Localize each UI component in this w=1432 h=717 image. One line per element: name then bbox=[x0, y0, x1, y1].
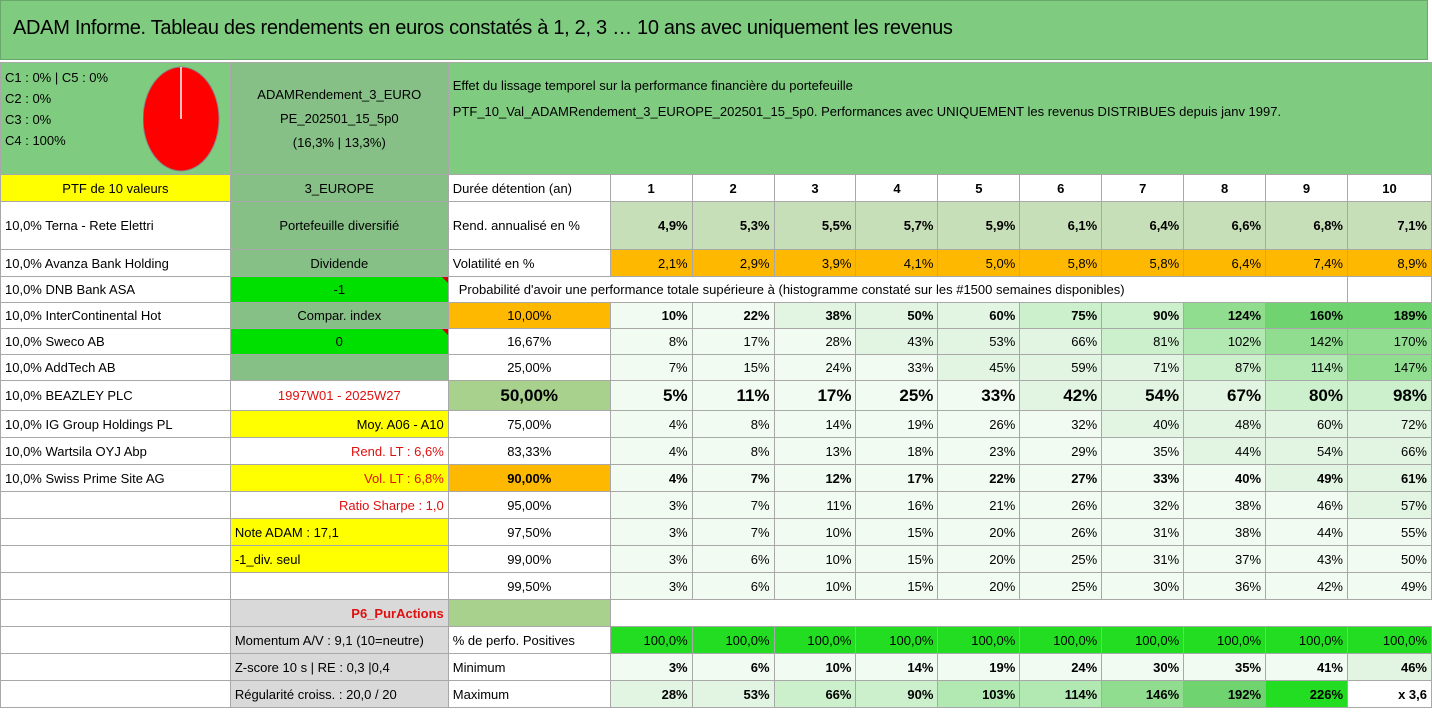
p6-label: P6_PurActions bbox=[230, 600, 448, 627]
min-label: Minimum bbox=[448, 654, 610, 681]
probability-value: 32% bbox=[1020, 411, 1102, 438]
empty-cell bbox=[1, 492, 231, 519]
max-value: 53% bbox=[692, 681, 774, 708]
duration-label: Durée détention (an) bbox=[448, 175, 610, 202]
vol-value: 5,8% bbox=[1020, 250, 1102, 277]
min-value: 19% bbox=[938, 654, 1020, 681]
div-only-label: -1_div. seul bbox=[230, 546, 448, 573]
probability-value: 4% bbox=[610, 438, 692, 465]
period-label: 1997W01 - 2025W27 bbox=[230, 381, 448, 411]
vol-value: 5,0% bbox=[938, 250, 1020, 277]
rend-value: 5,9% bbox=[938, 202, 1020, 250]
probability-value: 36% bbox=[1184, 573, 1266, 600]
effect-description: PTF_10_Val_ADAMRendement_3_EUROPE_202501_15_5p0. Performances avec UNIQUEMENT les revenus DISTRIBUES depuis janv 1997. bbox=[452, 104, 1282, 119]
rend-value: 6,8% bbox=[1266, 202, 1348, 250]
probability-value: 6% bbox=[692, 546, 774, 573]
composition-cell bbox=[1, 63, 231, 175]
max-value: 28% bbox=[610, 681, 692, 708]
probability-value: 170% bbox=[1348, 329, 1432, 355]
probability-value: 27% bbox=[1020, 465, 1102, 492]
probability-value: 10% bbox=[774, 573, 856, 600]
probability-value: 42% bbox=[1020, 381, 1102, 411]
pos-value: 100,0% bbox=[692, 627, 774, 654]
probability-value: 15% bbox=[692, 355, 774, 381]
composition-line: C3 : 0% bbox=[5, 112, 52, 127]
probability-value: 54% bbox=[1266, 438, 1348, 465]
pos-label: % de perfo. Positives bbox=[448, 627, 610, 654]
composition-line: C4 : 100% bbox=[5, 133, 66, 148]
probability-value: 3% bbox=[610, 573, 692, 600]
probability-value: 37% bbox=[1184, 546, 1266, 573]
probability-value: 147% bbox=[1348, 355, 1432, 381]
rend-value: 6,1% bbox=[1020, 202, 1102, 250]
probability-value: 40% bbox=[1184, 465, 1266, 492]
max-label: Maximum bbox=[448, 681, 610, 708]
probability-value: 26% bbox=[1020, 519, 1102, 546]
max-value: 103% bbox=[938, 681, 1020, 708]
probability-value: 6% bbox=[692, 573, 774, 600]
regularite-label: Régularité croiss. : 20,0 / 20 bbox=[230, 681, 448, 708]
vol-value: 2,9% bbox=[692, 250, 774, 277]
year-header: 6 bbox=[1020, 175, 1102, 202]
probability-threshold: 75,00% bbox=[448, 411, 610, 438]
probability-value: 114% bbox=[1266, 355, 1348, 381]
probability-value: 7% bbox=[692, 465, 774, 492]
probability-value: 55% bbox=[1348, 519, 1432, 546]
holding-row: 10,0% Terna - Rete Elettri bbox=[1, 202, 231, 250]
probability-value: 102% bbox=[1184, 329, 1266, 355]
probability-value: 13% bbox=[774, 438, 856, 465]
empty-cell bbox=[448, 600, 610, 627]
probability-value: 11% bbox=[774, 492, 856, 519]
probability-value: 29% bbox=[1020, 438, 1102, 465]
probability-threshold: 16,67% bbox=[448, 329, 610, 355]
year-header: 1 bbox=[610, 175, 692, 202]
vol-lt-label: Vol. LT : 6,8% bbox=[230, 465, 448, 492]
probability-value: 17% bbox=[692, 329, 774, 355]
empty-cell bbox=[1, 627, 231, 654]
min-value: 30% bbox=[1102, 654, 1184, 681]
probability-value: 3% bbox=[610, 519, 692, 546]
effect-title: Effet du lissage temporel sur la performance financière du portefeuille bbox=[452, 78, 853, 93]
region-label: 3_EUROPE bbox=[230, 175, 448, 202]
probability-value: 38% bbox=[774, 303, 856, 329]
moy-label: Moy. A06 - A10 bbox=[230, 411, 448, 438]
probability-value: 14% bbox=[774, 411, 856, 438]
portfolio-name-cell bbox=[230, 63, 448, 175]
probability-value: 15% bbox=[856, 546, 938, 573]
empty-cell bbox=[1, 546, 231, 573]
holding-row: 10,0% BEAZLEY PLC bbox=[1, 381, 231, 411]
probability-value: 142% bbox=[1266, 329, 1348, 355]
probability-value: 15% bbox=[856, 573, 938, 600]
rend-value: 6,6% bbox=[1184, 202, 1266, 250]
min-value: 24% bbox=[1020, 654, 1102, 681]
probability-value: 31% bbox=[1102, 519, 1184, 546]
holding-row: 10,0% IG Group Holdings PL bbox=[1, 411, 231, 438]
empty-cell bbox=[1, 681, 231, 708]
probability-value: 8% bbox=[692, 411, 774, 438]
holding-row: 10,0% DNB Bank ASA bbox=[1, 277, 231, 303]
compar-index-label: Compar. index bbox=[230, 303, 448, 329]
probability-value: 33% bbox=[1102, 465, 1184, 492]
probability-threshold: 90,00% bbox=[448, 465, 610, 492]
vol-label: Volatilité en % bbox=[448, 250, 610, 277]
rend-value: 5,3% bbox=[692, 202, 774, 250]
max-value: 146% bbox=[1102, 681, 1184, 708]
probability-threshold: 99,50% bbox=[448, 573, 610, 600]
pos-value: 100,0% bbox=[1184, 627, 1266, 654]
holding-row: 10,0% Avanza Bank Holding bbox=[1, 250, 231, 277]
probability-value: 54% bbox=[1102, 381, 1184, 411]
vol-value: 3,9% bbox=[774, 250, 856, 277]
probability-value: 67% bbox=[1184, 381, 1266, 411]
min-value: 35% bbox=[1184, 654, 1266, 681]
probability-value: 7% bbox=[610, 355, 692, 381]
probability-threshold: 99,00% bbox=[448, 546, 610, 573]
probability-value: 32% bbox=[1102, 492, 1184, 519]
max-value: 90% bbox=[856, 681, 938, 708]
probability-threshold: 83,33% bbox=[448, 438, 610, 465]
probability-value: 7% bbox=[692, 519, 774, 546]
probability-value: 59% bbox=[1020, 355, 1102, 381]
portfolio-name-line: ADAMRendement_3_EURO bbox=[257, 86, 422, 102]
composition-pie-chart bbox=[143, 65, 223, 173]
probability-value: 90% bbox=[1102, 303, 1184, 329]
probability-value: 24% bbox=[774, 355, 856, 381]
empty-cell bbox=[1, 573, 231, 600]
probability-threshold: 25,00% bbox=[448, 355, 610, 381]
report-title: ADAM Informe. Tableau des rendements en euros constatés à 1, 2, 3 … 10 ans avec uniquement les revenus bbox=[13, 17, 953, 39]
probability-value: 31% bbox=[1102, 546, 1184, 573]
probability-value: 19% bbox=[856, 411, 938, 438]
probability-value: 53% bbox=[938, 329, 1020, 355]
probability-value: 81% bbox=[1102, 329, 1184, 355]
probability-value: 66% bbox=[1020, 329, 1102, 355]
pos-value: 100,0% bbox=[1266, 627, 1348, 654]
probability-value: 38% bbox=[1184, 492, 1266, 519]
empty-cell bbox=[1, 600, 231, 627]
year-header: 9 bbox=[1266, 175, 1348, 202]
diversified-label: Portefeuille diversifié bbox=[230, 202, 448, 250]
title-bar bbox=[0, 0, 1428, 60]
probability-value: 160% bbox=[1266, 303, 1348, 329]
probability-value: 20% bbox=[938, 546, 1020, 573]
ptf-label: PTF de 10 valeurs bbox=[1, 175, 231, 202]
zscore-label: Z-score 10 s | RE : 0,3 |0,4 bbox=[230, 654, 448, 681]
pos-value: 100,0% bbox=[1102, 627, 1184, 654]
returns-table bbox=[0, 62, 1432, 708]
vol-value: 7,4% bbox=[1266, 250, 1348, 277]
probability-value: 57% bbox=[1348, 492, 1432, 519]
holding-row: 10,0% Sweco AB bbox=[1, 329, 231, 355]
probability-value: 50% bbox=[856, 303, 938, 329]
probability-value: 30% bbox=[1102, 573, 1184, 600]
probability-value: 98% bbox=[1348, 381, 1432, 411]
max-value: 192% bbox=[1184, 681, 1266, 708]
probability-value: 33% bbox=[856, 355, 938, 381]
vol-value: 6,4% bbox=[1184, 250, 1266, 277]
probability-value: 44% bbox=[1184, 438, 1266, 465]
vol-value: 8,9% bbox=[1348, 250, 1432, 277]
year-header: 2 bbox=[692, 175, 774, 202]
year-header: 8 bbox=[1184, 175, 1266, 202]
pos-value: 100,0% bbox=[856, 627, 938, 654]
probability-value: 50% bbox=[1348, 546, 1432, 573]
empty-cell bbox=[230, 573, 448, 600]
effect-description-cell bbox=[448, 63, 1431, 175]
empty-cell bbox=[1348, 277, 1432, 303]
probability-value: 15% bbox=[856, 519, 938, 546]
probability-value: 60% bbox=[1266, 411, 1348, 438]
probability-value: 28% bbox=[774, 329, 856, 355]
probability-value: 11% bbox=[692, 381, 774, 411]
probability-value: 26% bbox=[938, 411, 1020, 438]
probability-value: 17% bbox=[856, 465, 938, 492]
probability-value: 61% bbox=[1348, 465, 1432, 492]
compar-index-value[interactable]: 0 bbox=[230, 329, 448, 355]
probability-value: 12% bbox=[774, 465, 856, 492]
probability-value: 21% bbox=[938, 492, 1020, 519]
year-header: 3 bbox=[774, 175, 856, 202]
probability-value: 75% bbox=[1020, 303, 1102, 329]
year-header: 5 bbox=[938, 175, 1020, 202]
rend-value: 6,4% bbox=[1102, 202, 1184, 250]
probability-value: 42% bbox=[1266, 573, 1348, 600]
rend-lt-label: Rend. LT : 6,6% bbox=[230, 438, 448, 465]
pos-value: 100,0% bbox=[1020, 627, 1102, 654]
probability-value: 10% bbox=[610, 303, 692, 329]
probability-value: 80% bbox=[1266, 381, 1348, 411]
probability-value: 35% bbox=[1102, 438, 1184, 465]
probability-value: 72% bbox=[1348, 411, 1432, 438]
empty-cell bbox=[610, 600, 1431, 627]
portfolio-name-line: (16,3% | 13,3%) bbox=[292, 134, 386, 150]
probability-threshold: 95,00% bbox=[448, 492, 610, 519]
probability-value: 23% bbox=[938, 438, 1020, 465]
vol-value: 2,1% bbox=[610, 250, 692, 277]
pos-value: 100,0% bbox=[1348, 627, 1432, 654]
probability-value: 8% bbox=[692, 438, 774, 465]
probability-value: 25% bbox=[856, 381, 938, 411]
composition-line: C1 : 0% | C5 : 0% bbox=[5, 70, 109, 85]
vol-value: 4,1% bbox=[856, 250, 938, 277]
probability-value: 4% bbox=[610, 411, 692, 438]
portfolio-name-line: PE_202501_15_5p0 bbox=[280, 110, 399, 126]
min-value: 14% bbox=[856, 654, 938, 681]
composition-line: C2 : 0% bbox=[5, 91, 52, 106]
note-adam-label: Note ADAM : 17,1 bbox=[230, 519, 448, 546]
max-value: 114% bbox=[1020, 681, 1102, 708]
max-value: 66% bbox=[774, 681, 856, 708]
rend-value: 5,5% bbox=[774, 202, 856, 250]
sharpe-label: Ratio Sharpe : 1,0 bbox=[230, 492, 448, 519]
rend-value: 7,1% bbox=[1348, 202, 1432, 250]
probability-value: 43% bbox=[1266, 546, 1348, 573]
empty-cell bbox=[1, 654, 231, 681]
vol-value: 5,8% bbox=[1102, 250, 1184, 277]
pos-value: 100,0% bbox=[774, 627, 856, 654]
probability-value: 87% bbox=[1184, 355, 1266, 381]
probability-value: 7% bbox=[692, 492, 774, 519]
probability-value: 5% bbox=[610, 381, 692, 411]
rend-value: 4,9% bbox=[610, 202, 692, 250]
min-value: 46% bbox=[1348, 654, 1432, 681]
probability-value: 8% bbox=[610, 329, 692, 355]
probability-value: 38% bbox=[1184, 519, 1266, 546]
dividend-value[interactable]: -1 bbox=[230, 277, 448, 303]
holding-row: 10,0% AddTech AB bbox=[1, 355, 231, 381]
probability-value: 16% bbox=[856, 492, 938, 519]
probability-value: 4% bbox=[610, 465, 692, 492]
year-header: 10 bbox=[1348, 175, 1432, 202]
probability-value: 26% bbox=[1020, 492, 1102, 519]
probability-value: 189% bbox=[1348, 303, 1432, 329]
probability-value: 10% bbox=[774, 546, 856, 573]
pos-value: 100,0% bbox=[610, 627, 692, 654]
probability-value: 22% bbox=[692, 303, 774, 329]
probability-value: 20% bbox=[938, 519, 1020, 546]
year-header: 4 bbox=[856, 175, 938, 202]
probability-value: 25% bbox=[1020, 546, 1102, 573]
holding-row: 10,0% Wartsila OYJ Abp bbox=[1, 438, 231, 465]
probability-value: 33% bbox=[938, 381, 1020, 411]
probability-title: Probabilité d'avoir une performance totale supérieure à (histogramme constaté sur les #1500 semaines disponibles) bbox=[448, 277, 1347, 303]
probability-value: 71% bbox=[1102, 355, 1184, 381]
min-value: 6% bbox=[692, 654, 774, 681]
momentum-label: Momentum A/V : 9,1 (10=neutre) bbox=[230, 627, 448, 654]
probability-value: 48% bbox=[1184, 411, 1266, 438]
probability-value: 45% bbox=[938, 355, 1020, 381]
min-value: 10% bbox=[774, 654, 856, 681]
probability-value: 66% bbox=[1348, 438, 1432, 465]
probability-value: 17% bbox=[774, 381, 856, 411]
probability-value: 3% bbox=[610, 492, 692, 519]
probability-threshold: 10,00% bbox=[448, 303, 610, 329]
probability-threshold: 97,50% bbox=[448, 519, 610, 546]
holding-row: 10,0% InterContinental Hot bbox=[1, 303, 231, 329]
empty-side-cell bbox=[230, 355, 448, 381]
pos-value: 100,0% bbox=[938, 627, 1020, 654]
rend-label: Rend. annualisé en % bbox=[448, 202, 610, 250]
probability-value: 20% bbox=[938, 573, 1020, 600]
probability-value: 46% bbox=[1266, 492, 1348, 519]
probability-value: 40% bbox=[1102, 411, 1184, 438]
max-value: 226% bbox=[1266, 681, 1348, 708]
probability-value: 49% bbox=[1348, 573, 1432, 600]
probability-value: 22% bbox=[938, 465, 1020, 492]
min-value: 3% bbox=[610, 654, 692, 681]
holding-row: 10,0% Swiss Prime Site AG bbox=[1, 465, 231, 492]
probability-value: 3% bbox=[610, 546, 692, 573]
probability-value: 43% bbox=[856, 329, 938, 355]
min-value: 41% bbox=[1266, 654, 1348, 681]
probability-value: 60% bbox=[938, 303, 1020, 329]
empty-cell bbox=[1, 519, 231, 546]
probability-value: 25% bbox=[1020, 573, 1102, 600]
max-value: x 3,6 bbox=[1348, 681, 1432, 708]
probability-value: 44% bbox=[1266, 519, 1348, 546]
probability-threshold: 50,00% bbox=[448, 381, 610, 411]
dividend-label: Dividende bbox=[230, 250, 448, 277]
probability-value: 124% bbox=[1184, 303, 1266, 329]
probability-value: 49% bbox=[1266, 465, 1348, 492]
probability-value: 10% bbox=[774, 519, 856, 546]
probability-value: 18% bbox=[856, 438, 938, 465]
rend-value: 5,7% bbox=[856, 202, 938, 250]
year-header: 7 bbox=[1102, 175, 1184, 202]
